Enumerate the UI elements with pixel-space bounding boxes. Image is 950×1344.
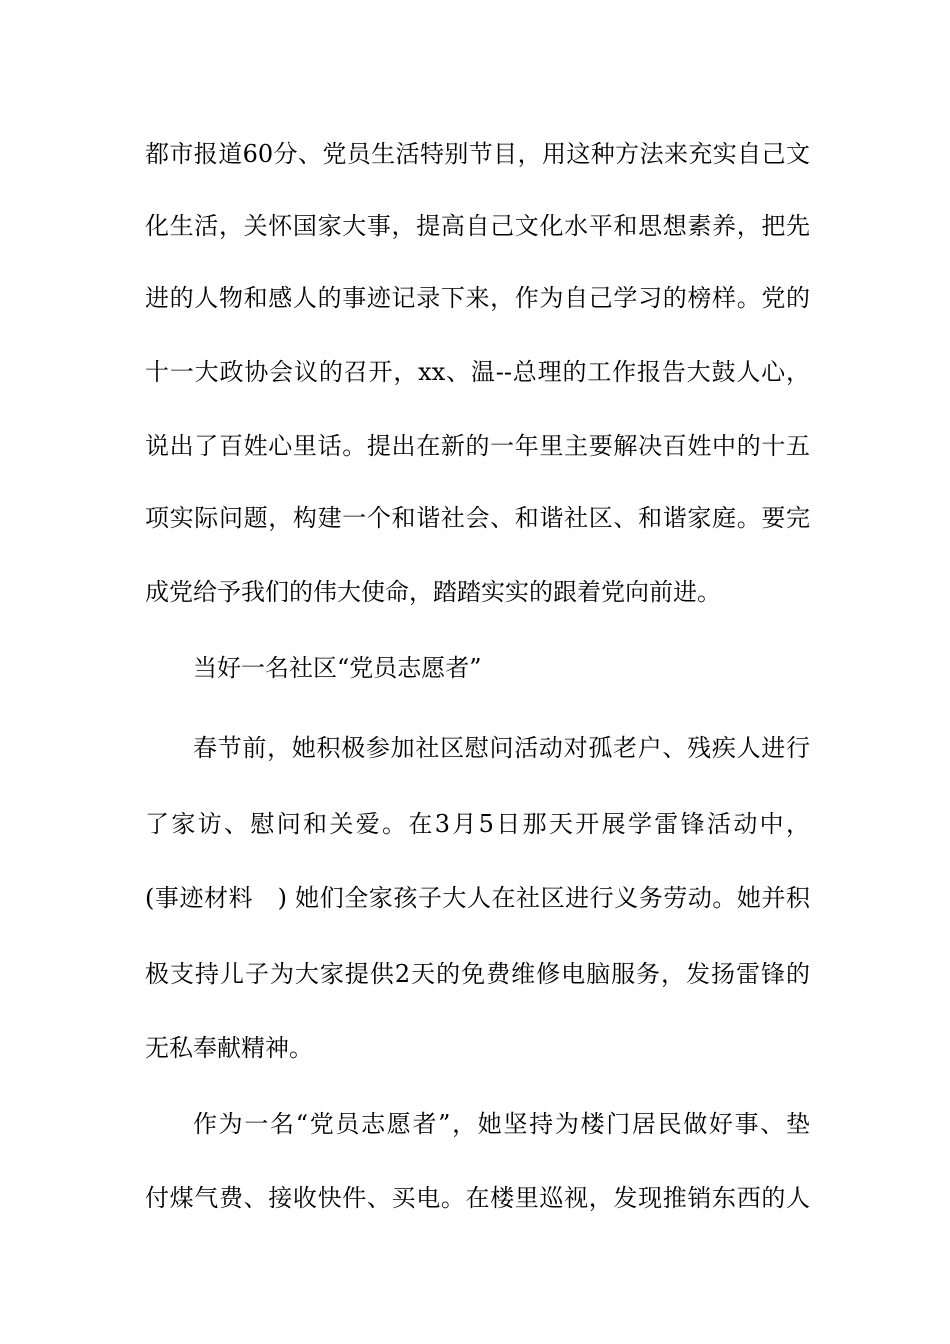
body-text-line-5: 说出了百姓心里话。提出在新的一年里主要解决百姓中的十五: [145, 432, 810, 460]
body-text-line-1: 都市报道60分、党员生活特别节目，用这种方法来充实自己文: [145, 140, 810, 168]
section-heading: 当好一名社区“党员志愿者”: [193, 654, 482, 682]
body-text-line-7: 成党给予我们的伟大使命，踏踏实实的跟着党向前进。: [145, 578, 721, 606]
body-text-line-11: (事迹材料 ) 她们全家孩子大人在社区进行义务劳动。她并积: [145, 884, 810, 912]
body-text-line-9: 春节前，她积极参加社区慰问活动对孤老户、残疾人进行: [193, 734, 810, 762]
body-text-line-4: 十一大政协会议的召开，xx、温--总理的工作报告大鼓人心，: [145, 358, 810, 386]
body-text-line-10: 了家访、慰问和关爱。在3月5日那天开展学雷锋活动中，: [145, 810, 810, 838]
body-text-line-12: 极支持儿子为大家提供2天的免费维修电脑服务，发扬雷锋的: [145, 960, 810, 988]
body-text-line-3: 进的人物和感人的事迹记录下来，作为自己学习的榜样。党的: [145, 284, 810, 312]
body-text-line-2: 化生活，关怀国家大事，提高自己文化水平和思想素养，把先: [145, 212, 810, 240]
body-text-line-6: 项实际问题，构建一个和谐社会、和谐社区、和谐家庭。要完: [145, 504, 810, 532]
body-text-line-15: 付煤气费、接收快件、买电。在楼里巡视，发现推销东西的人: [145, 1184, 810, 1212]
body-text-line-14: 作为一名“党员志愿者”，她坚持为楼门居民做好事、垫: [193, 1110, 810, 1138]
body-text-line-13: 无私奉献精神。: [145, 1034, 313, 1062]
